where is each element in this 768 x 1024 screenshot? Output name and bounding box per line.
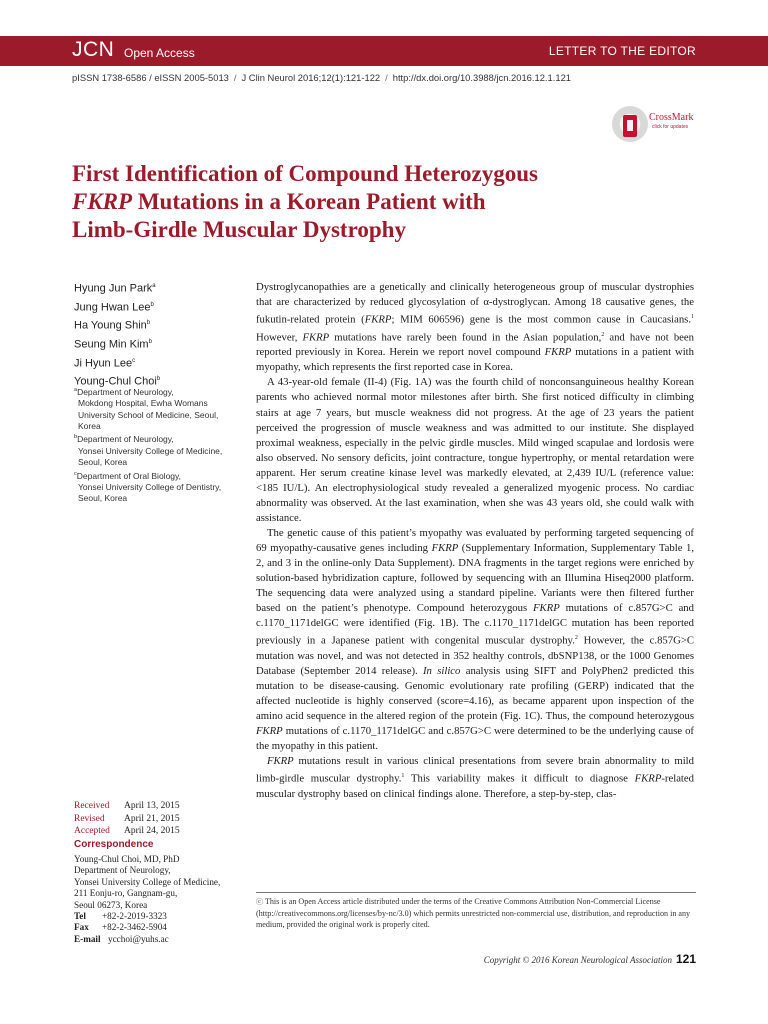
correspondence-line: Yonsei University College of Medicine, [74, 876, 221, 887]
author: Jung Hwan Lee$^b$ [74, 301, 154, 314]
email-link[interactable]: ycchoi@yuhs.ac [108, 933, 169, 944]
affiliation: $^c$Department of Oral Biology, [74, 470, 181, 481]
license-note [256, 892, 696, 931]
issn: pISSN 1738-6586 / eISSN 2005-5013 [72, 72, 229, 83]
fax: Fax +82-2-3462-5904 [74, 922, 167, 933]
paragraph: FKRP mutations result in various clinical presentations from severe brain abnormality to mild limb-girdle muscular dystrophy.$^1$ This variability makes it difficult to diagnose FKRP-related muscular dystrophy based on clinical findings alone. Therefore, a step-by-step, clas- [256, 755, 694, 800]
gene-name: FKRP [72, 189, 133, 214]
date-accepted: Accepted April 24, 2015 [74, 826, 180, 836]
page-number: 121 [675, 952, 696, 966]
date-revised: Revised April 21, 2015 [74, 813, 180, 824]
journal-header-bar [0, 36, 768, 66]
affiliation-line: Yonsei University College of Dentistry, [78, 481, 222, 492]
affiliation-line: University School of Medicine, Seoul, [78, 409, 219, 420]
date-received: Received April 13, 2015 [74, 801, 180, 811]
crossmark-badge[interactable] [612, 104, 702, 144]
doi-link[interactable]: http://dx.doi.org/10.3988/jcn.2016.12.1.121 [392, 72, 571, 83]
copyright: Copyright © 2016 Korean Neurological Association [483, 955, 672, 965]
affiliation: $^a$Department of Neurology, [74, 386, 174, 397]
title-line: Limb-Girdle Muscular Dystrophy [72, 217, 406, 242]
author: Young-Chul Choi$^b$ [74, 375, 161, 388]
email: E-mail ycchoi@yuhs.ac [74, 933, 169, 944]
separator: / [385, 72, 388, 83]
title-line [72, 188, 632, 216]
correspondence-line: Seoul 06273, Korea [74, 899, 148, 910]
affiliation-line: Korea [78, 421, 101, 432]
crossmark-label: CrossMark [649, 112, 694, 123]
article-dates [74, 800, 180, 838]
affiliation: $^b$Department of Neurology, [74, 434, 174, 445]
author: Seung Min Kim$^b$ [74, 338, 152, 351]
citation: J Clin Neurol 2016;12(1):121-122 [241, 72, 381, 83]
open-access-label: Open Access [124, 46, 195, 60]
paragraph: Dystroglycanopathies are a genetically and clinically heterogeneous group of muscular dystrophies that are characterized by reduced glycosylation of α-dystroglycan. Among 18 causative genes, the fukutin-related protein (FKRP; MIM 606596) gene is the most common cause in Caucasians.$^1$ However, FKRP mutations have rarely been found in the Asian population,$^2$ and have not been reported previously in Korea. Herein we report novel compound FKRP mutations in a patient with myopathy, which represents the first reported case in Korea. [256, 281, 694, 374]
tel: Tel +82-2-2019-3323 [74, 911, 167, 922]
page-footer [484, 952, 696, 966]
affiliation-line: Mokdong Hospital, Ewha Womans [78, 398, 208, 409]
author-list [74, 278, 160, 390]
cc-icon: ⓒ [256, 898, 263, 906]
section-label: LETTER TO THE EDITOR [548, 44, 696, 58]
citation-line [72, 72, 712, 83]
correspondence-line: Young-Chul Choi, MD, PhD [74, 854, 180, 864]
correspondence-heading: Correspondence [74, 839, 154, 850]
title-line: First Identification of Compound Heterozygous [72, 161, 538, 186]
crossmark-sublabel: click for updates [652, 124, 689, 130]
author: Hyung Jun Park$^a$ [74, 282, 156, 295]
crossmark-icon [612, 106, 648, 142]
correspondence-line: 211 Eonju-ro, Gangnam-gu, [74, 888, 178, 899]
correspondence-line: Department of Neurology, [74, 865, 171, 876]
correspondence-block [74, 854, 220, 945]
title-text: Mutations in a Korean Patient with [132, 189, 486, 214]
article-title [72, 160, 632, 244]
affiliation-line: Seoul, Korea [78, 457, 128, 468]
separator: / [233, 72, 237, 83]
paragraph: A 43-year-old female (II-4) (Fig. 1A) was the fourth child of nonconsanguineous healthy Korean parents who achieved normal motor milestones after birth. She first noticed difficulty in climbing stairs at age 7 years, but muscle weakness did not progress. At the age of 23 years the patient perceived the progression of muscle weakness and was admitted to our institute. She displayed proximal weakness, especially in the pelvic girdle muscles. Mild winged scapulae and lordosis were also observed. No sensory deficits, joint contracture, tongue hypertrophy, or mental retardation were apparent. Her serum creatine kinase level was markedly elevated, at 2,439 IU/L (reference value: <185 IU/L). An electrophysiological study revealed a generalized myogenic process. No cardiac abnormality was observed. At the last examination, when she was 43 years old, she could walk with assistance. [256, 376, 694, 524]
paragraph: The genetic cause of this patient’s myopathy was evaluated by performing targeted sequencing of 69 myopathy-causative genes including FKRP (Supplementary Information, Supplementary Table 1, 2, and 3 in the online-only Data Supplement). DNA fragments in the target regions were enriched by solution-based hybridization capture, followed by sequencing with an Illumina Hiseq2000 platform. The sequencing data were analyzed using a standard pipeline. Variants were then filtered further based on the patient’s phenotype. Compound heterozygous FKRP mutations of c.857G>C and c.1170_1171delGC were identified (Fig. 1B). The c.1170_1171delGC mutation has been reported previously in a Japanese patient with congenital muscular dystrophy.$^2$ However, the c.857G>C mutation was novel, and was not detected in 352 healthy controls, dbSNP138, or the 1000 Genomes Database (September 2014 release). In silico analysis using SIFT and PolyPhen2 predicted this mutation to be disease-causing. Genomic evolutionary rate profiling (GERP) indicated that the affected nucleotide is highly conserved (score=4.16), as became apparent upon inspection of the amino acid sequence in the altered region of the protein (Fig. 1C). Thus, the compound heterozygous FKRP mutations of c.1170_1171delGC and c.857G>C were determined to be the underlying cause of the myopathy in this patient. [256, 526, 694, 753]
article-body [256, 280, 694, 802]
author: Ha Young Shin$^b$ [74, 319, 151, 332]
license-text: This is an Open Access article distributed under the terms of the Creative Commons Attribution Non-Commercial License (http://creativecommons.org/licenses/by-nc/3.0) which permits unrestricted non-commercial use, distribution, and reproduction in any medium, provided the original work is properly cited. [256, 897, 691, 930]
affiliation-line: Seoul, Korea [78, 493, 128, 504]
author: Ji Hyun Lee$^c$ [74, 357, 136, 370]
journal-logo: JCN [72, 38, 115, 61]
affiliations [74, 385, 222, 505]
affiliation-line: Yonsei University College of Medicine, [78, 445, 223, 456]
